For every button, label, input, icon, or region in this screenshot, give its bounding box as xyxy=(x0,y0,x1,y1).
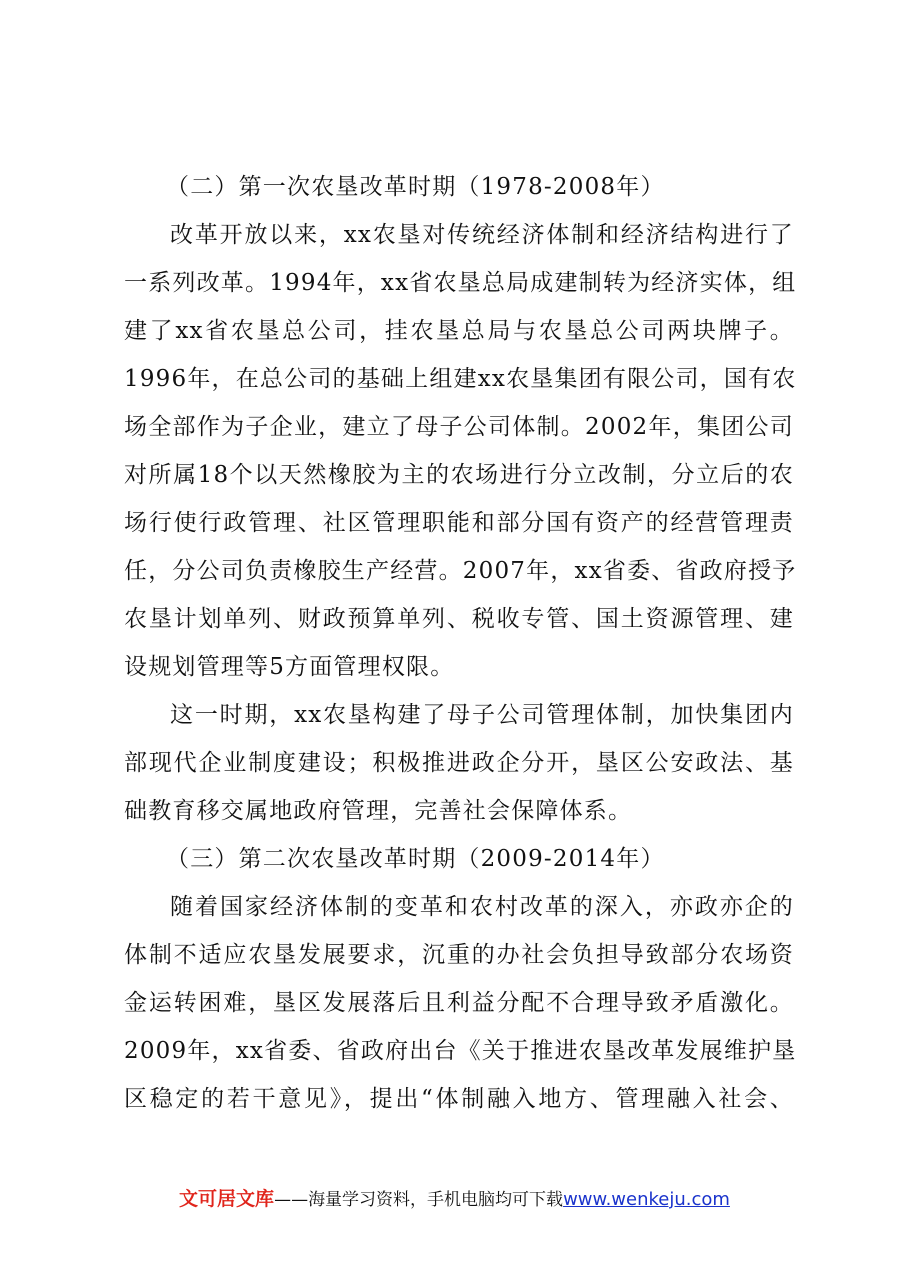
paragraph-line: 体制不适应农垦发展要求，沉重的办社会负担导致部分农场资 xyxy=(124,942,794,968)
paragraph-line: 随着国家经济体制的变革和农村改革的深入，亦政亦企的 xyxy=(170,894,794,920)
paragraph-line: 部现代企业制度建设；积极推进政企分开，垦区公安政法、基 xyxy=(124,750,794,776)
paragraph-line: 金运转困难，垦区发展落后且利益分配不合理导致矛盾激化。 xyxy=(124,990,794,1016)
paragraph-line: 建了xx省农垦总公司，挂农垦总局与农垦总公司两块牌子。 xyxy=(124,318,794,344)
paragraph-line: 础教育移交属地政府管理，完善社会保障体系。 xyxy=(124,798,633,824)
paragraph-line: 区稳定的若干意见》，提出“体制融入地方、管理融入社会、 xyxy=(124,1086,794,1112)
paragraph-line: 一系列改革。1994年，xx省农垦总局成建制转为经济实体，组 xyxy=(124,270,797,296)
paragraph-line: 对所属18个以天然橡胶为主的农场进行分立改制，分立后的农 xyxy=(124,462,794,488)
paragraph-line: 这一时期，xx农垦构建了母子公司管理体制，加快集团内 xyxy=(170,702,794,728)
footer-banner xyxy=(0,1184,909,1212)
footer-tagline: ——海量学习资料，手机电脑均可下载 xyxy=(274,1190,564,1210)
paragraph-line: 任，分公司负责橡胶生产经营。2007年，xx省委、省政府授予 xyxy=(124,558,797,584)
paragraph-line: 1996年，在总公司的基础上组建xx农垦集团有限公司，国有农 xyxy=(124,366,797,392)
paragraph-line: 2009年，xx省委、省政府出台《关于推进农垦改革发展维护垦 xyxy=(124,1038,797,1064)
footer-brand: 文可居文库 xyxy=(179,1188,275,1210)
paragraph-line: 场行使行政管理、社区管理职能和部分国有资产的经营管理责 xyxy=(124,510,794,536)
section-heading-2: （二）第一次农垦改革时期（1978-2008年） xyxy=(166,174,665,200)
document-body xyxy=(124,163,797,1123)
paragraph-line: 设规划管理等5方面管理权限。 xyxy=(124,654,455,680)
paragraph-line: 场全部作为子企业，建立了母子公司体制。2002年，集团公司 xyxy=(124,414,794,440)
paragraph-line: 改革开放以来，xx农垦对传统经济体制和经济结构进行了 xyxy=(170,222,794,248)
footer-link[interactable]: www.wenkeju.com xyxy=(563,1189,730,1210)
section-heading-3: （三）第二次农垦改革时期（2009-2014年） xyxy=(166,846,665,872)
paragraph-line: 农垦计划单列、财政预算单列、税收专管、国土资源管理、建 xyxy=(124,606,794,632)
